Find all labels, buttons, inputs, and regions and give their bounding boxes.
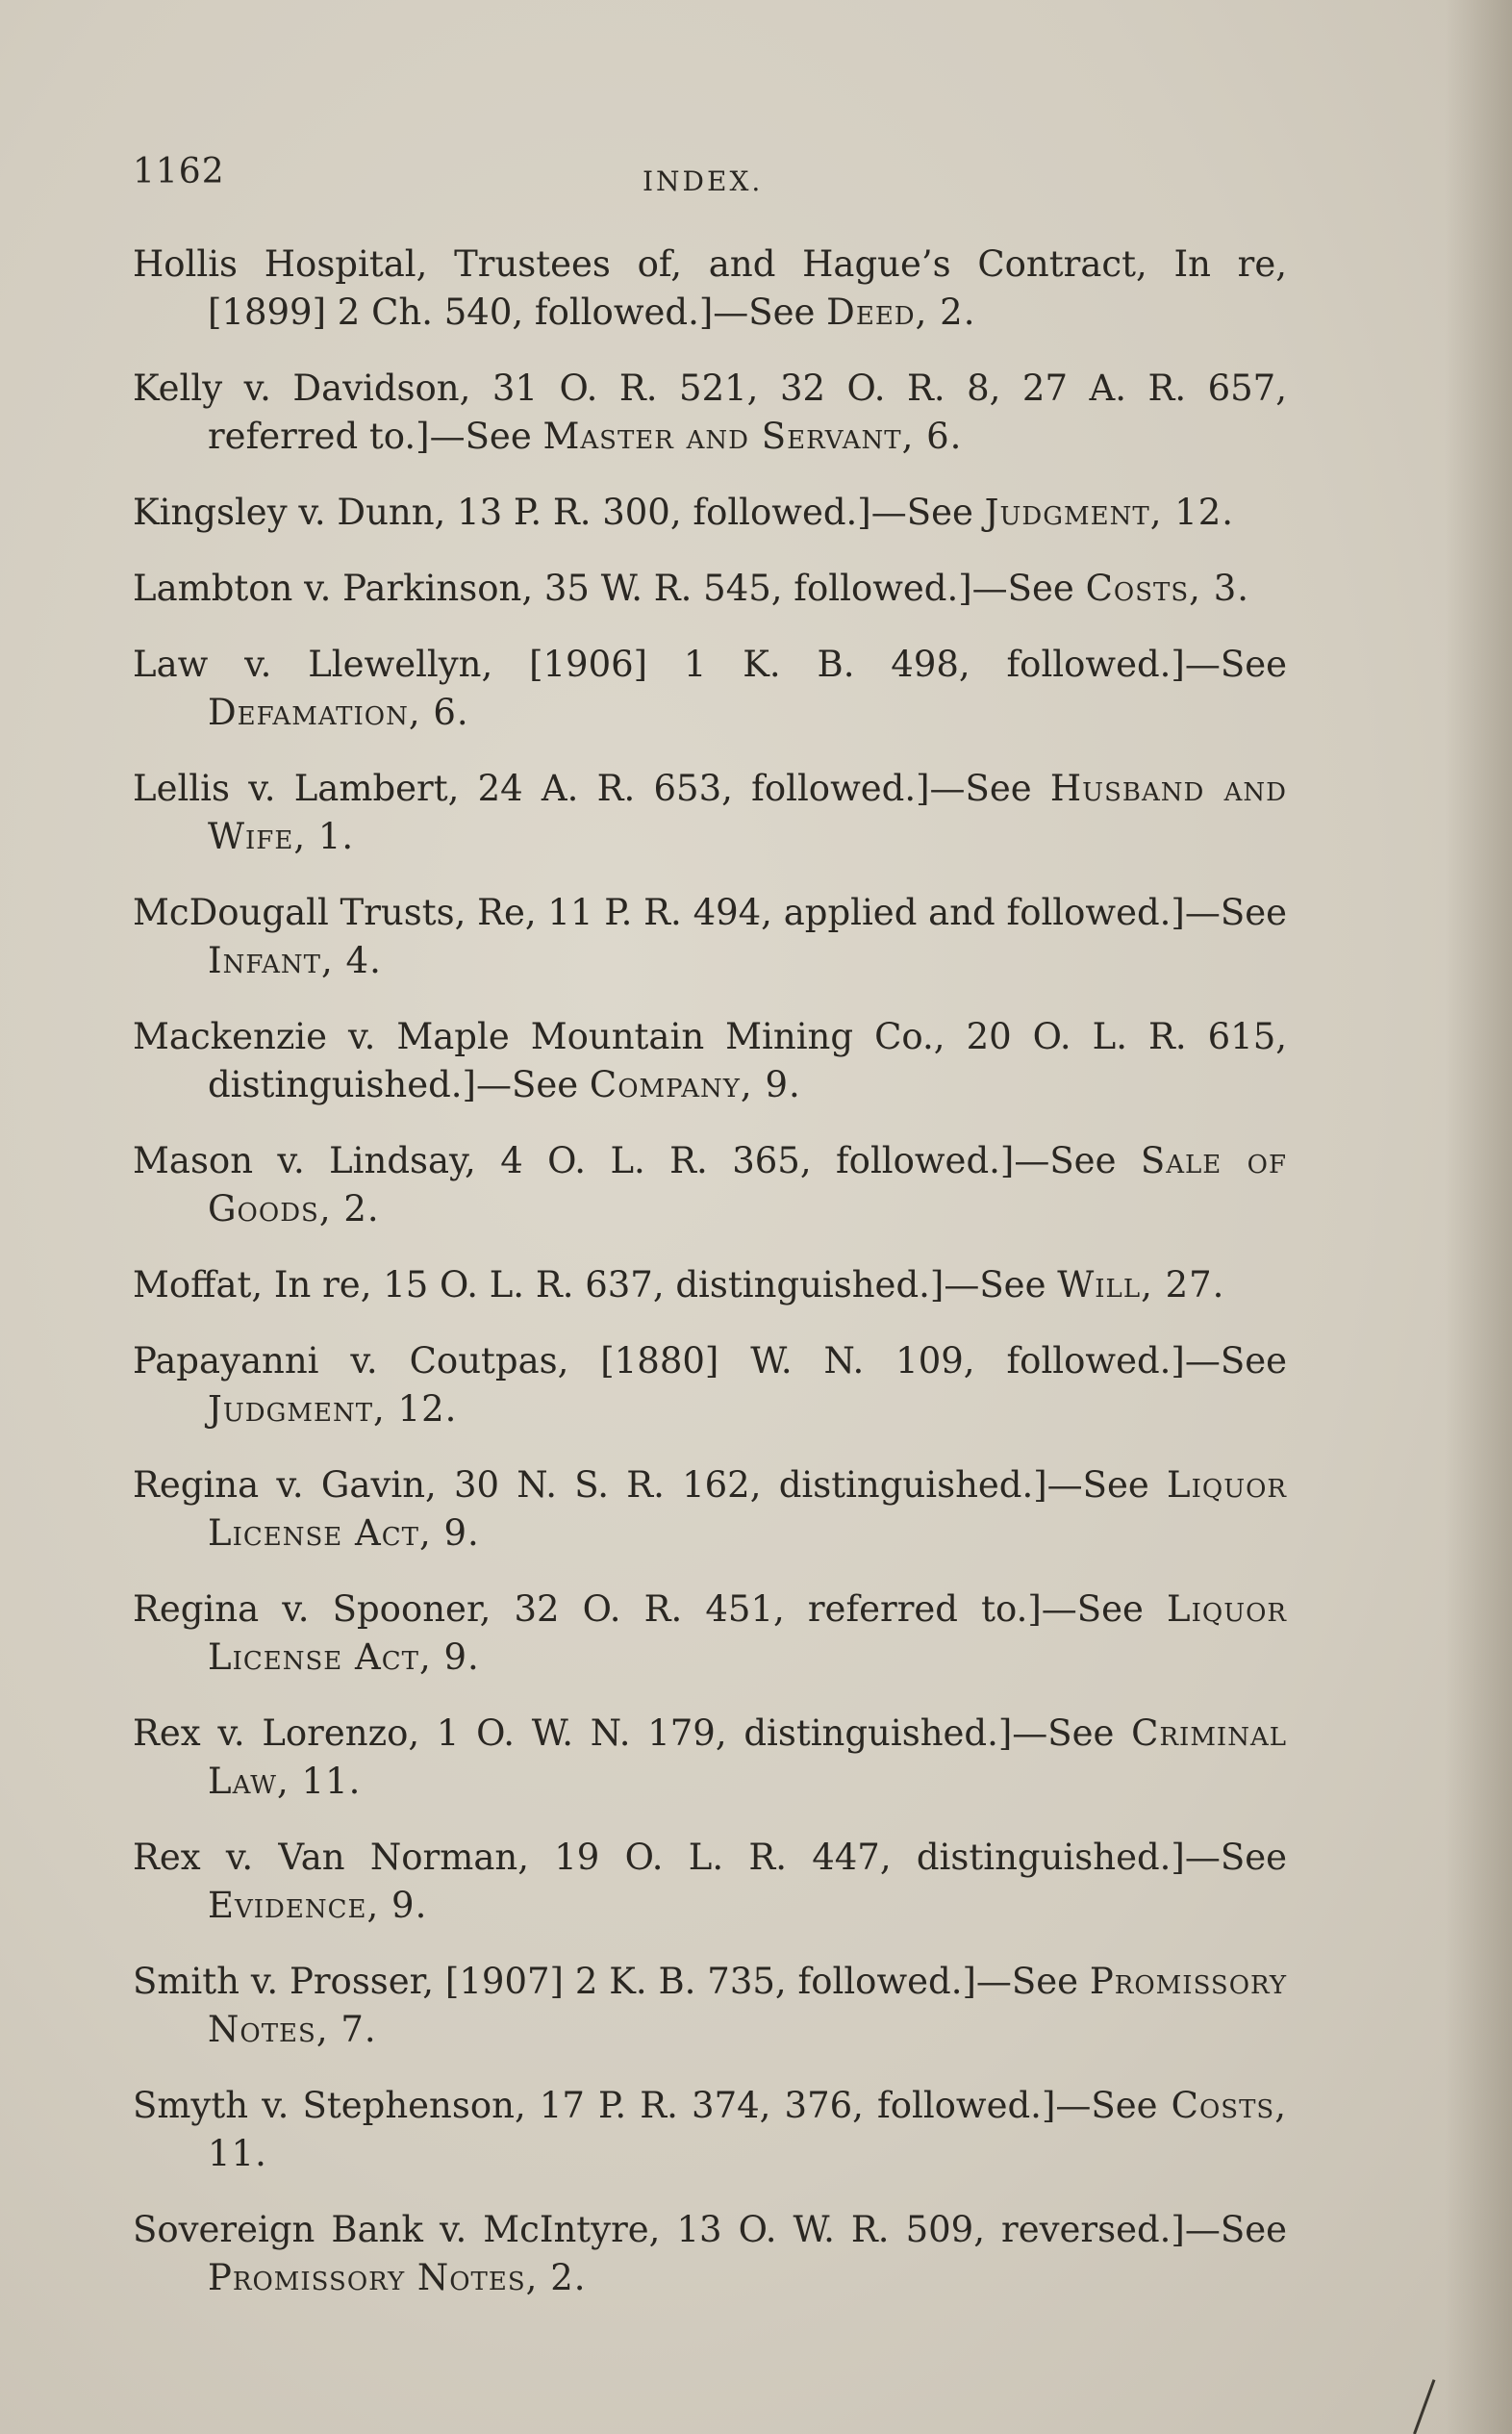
entry-citation: Lellis v. Lambert, 24 A. R. 653, followed.]—See bbox=[133, 768, 1050, 809]
entry-citation: Smith v. Prosser, [1907] 2 K. B. 735, followed.]—See bbox=[133, 1961, 1090, 2002]
entry-reference: Liquor License Act, 9. bbox=[208, 1464, 1287, 1554]
index-entry bbox=[133, 1137, 1287, 1233]
entry-citation: Kelly v. Davidson, 31 O. R. 521, 32 O. R. 8, 27 A. R. 657, referred to.]—See bbox=[133, 368, 1287, 457]
entry-reference: Master and Servant, 6. bbox=[542, 416, 963, 457]
page-header bbox=[133, 144, 1287, 212]
entry-citation: Lambton v. Parkinson, 35 W. R. 545, followed.]—See bbox=[133, 568, 1086, 609]
entry-reference: Costs, 11. bbox=[208, 2085, 1287, 2174]
entry-citation: Mackenzie v. Maple Mountain Mining Co., 20 O. L. R. 615, distinguished.]—See bbox=[133, 1016, 1287, 1105]
index-entry bbox=[133, 1958, 1287, 2054]
running-head: INDEX. bbox=[643, 165, 764, 197]
page-edge-shadow bbox=[1445, 0, 1512, 2434]
entry-citation: Kingsley v. Dunn, 13 P. R. 300, followed.]—See bbox=[133, 492, 985, 533]
index-entry bbox=[133, 765, 1287, 861]
entry-reference: Husband and Wife, 1. bbox=[208, 768, 1287, 857]
entry-reference: Promissory Notes, 7. bbox=[208, 1961, 1287, 2050]
entry-reference: Defamation, 6. bbox=[208, 692, 469, 733]
index-entry bbox=[133, 2082, 1287, 2178]
entry-reference: Costs, 3. bbox=[1085, 568, 1249, 609]
entry-reference: Evidence, 9. bbox=[208, 1885, 428, 1926]
index-entry bbox=[133, 641, 1287, 737]
entry-citation: Regina v. Gavin, 30 N. S. R. 162, distinguished.]—See bbox=[133, 1464, 1168, 1506]
entry-citation: McDougall Trusts, Re, 11 P. R. 494, applied and followed.]—See bbox=[133, 892, 1287, 933]
entry-citation: Sovereign Bank v. McIntyre, 13 O. W. R. 509, reversed.]—See bbox=[133, 2209, 1287, 2250]
entry-citation: Mason v. Lindsay, 4 O. L. R. 365, followed.]—See bbox=[133, 1140, 1141, 1181]
entry-citation: Regina v. Spooner, 32 O. R. 451, referred to.]—See bbox=[133, 1588, 1168, 1630]
entry-reference: Liquor License Act, 9. bbox=[208, 1588, 1287, 1678]
index-entry bbox=[133, 2206, 1287, 2302]
entry-reference: Judgment, 12. bbox=[208, 1388, 458, 1430]
index-entry bbox=[133, 1710, 1287, 1806]
entry-reference: Judgment, 12. bbox=[984, 492, 1235, 533]
index-entry bbox=[133, 1461, 1287, 1558]
entry-citation: Hollis Hospital, Trustees of, and Hague’s Contract, In re, [1899] 2 Ch. 540, followed.]—See bbox=[133, 243, 1287, 333]
entry-reference: Criminal Law, 11. bbox=[208, 1712, 1287, 1802]
entry-reference: Deed, 2. bbox=[826, 292, 976, 333]
entry-citation: Law v. Llewellyn, [1906] 1 K. B. 498, followed.]—See bbox=[133, 644, 1287, 685]
index-entry bbox=[133, 565, 1287, 613]
entry-citation: Rex v. Van Norman, 19 O. L. R. 447, distinguished.]—See bbox=[133, 1837, 1287, 1878]
entry-reference: Company, 9. bbox=[589, 1064, 801, 1105]
index-entries bbox=[133, 241, 1287, 2330]
index-entry bbox=[133, 365, 1287, 461]
index-entry bbox=[133, 489, 1287, 537]
entry-reference: Will, 27. bbox=[1057, 1264, 1225, 1306]
entry-citation: Smyth v. Stephenson, 17 P. R. 374, 376, followed.]—See bbox=[133, 2085, 1172, 2126]
index-entry bbox=[133, 1337, 1287, 1433]
entry-reference: Infant, 4. bbox=[208, 940, 382, 981]
pencil-mark bbox=[1413, 2379, 1435, 2434]
entry-citation: Moffat, In re, 15 O. L. R. 637, distinguished.]—See bbox=[133, 1264, 1058, 1306]
index-entry bbox=[133, 889, 1287, 985]
index-entry bbox=[133, 241, 1287, 337]
entry-citation: Rex v. Lorenzo, 1 O. W. N. 179, distinguished.]—See bbox=[133, 1712, 1132, 1754]
entry-reference: Sale of Goods, 2. bbox=[208, 1140, 1287, 1230]
page-number: 1162 bbox=[133, 152, 225, 191]
index-entry bbox=[133, 1834, 1287, 1930]
index-entry bbox=[133, 1261, 1287, 1309]
entry-reference: Promissory Notes, 2. bbox=[208, 2257, 587, 2298]
index-entry bbox=[133, 1585, 1287, 1682]
index-entry bbox=[133, 1013, 1287, 1109]
entry-citation: Papayanni v. Coutpas, [1880] W. N. 109, followed.]—See bbox=[133, 1340, 1287, 1382]
